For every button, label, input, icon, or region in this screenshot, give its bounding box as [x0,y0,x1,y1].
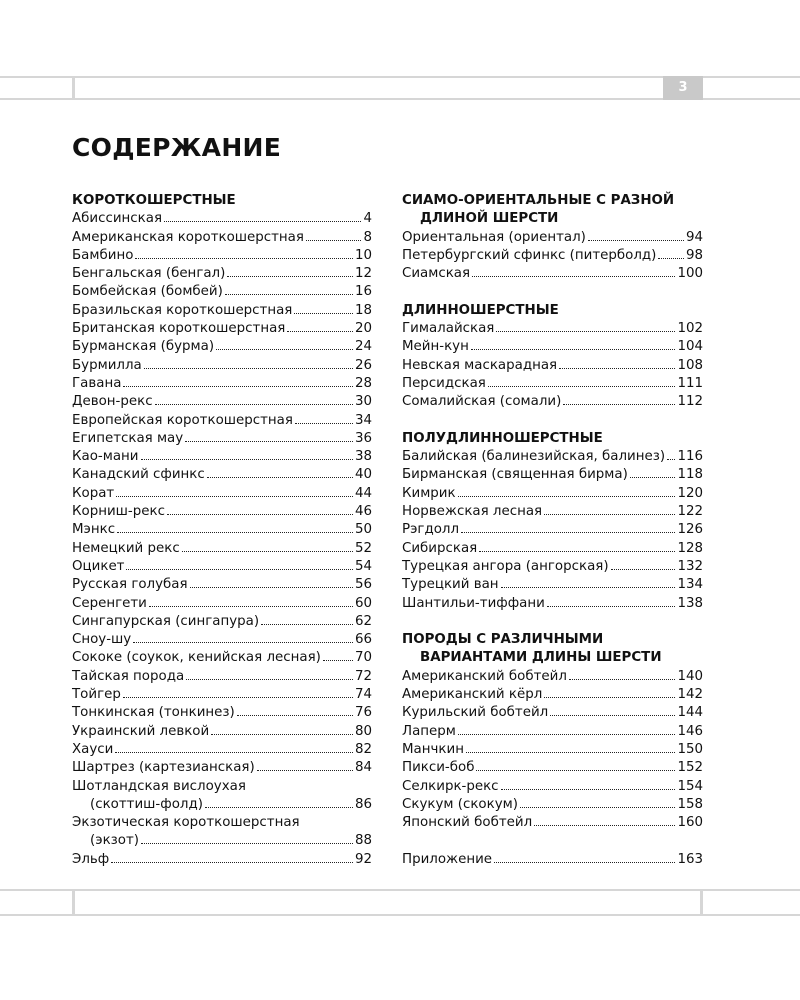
dot-leader [237,715,353,716]
toc-entry-label: Бирманская (священная бирма) [402,467,628,483]
toc-entry-label: Кимрик [402,485,456,501]
toc-entry[interactable] [72,778,372,796]
section-spacer [402,283,703,301]
toc-entry[interactable] [402,686,703,704]
toc-entry-page: 12 [354,266,372,282]
toc-entry-label: Бомбейская (бомбей) [72,284,223,300]
toc-entry-label: Као-мани [72,449,139,465]
toc-entry[interactable] [72,412,372,430]
toc-entry[interactable] [72,247,372,265]
toc-entry[interactable] [402,723,703,741]
toc-entry-label: Скукум (скокум) [402,796,518,812]
toc-entry[interactable] [72,320,372,338]
section-title-longhair: ДЛИННОШЕРСТНЫЕ [402,302,559,318]
dot-leader [227,276,353,277]
toc-entry-page: 18 [354,302,372,318]
dot-leader [141,459,353,460]
toc-entry-label: Бразильская короткошерстная [72,302,293,318]
toc-entry-label: Селкирк-рекс [402,778,499,794]
dot-leader [466,752,675,753]
toc-entry[interactable] [402,375,703,393]
toc-entry-page: 86 [354,796,372,812]
toc-entry-label: Норвежская лесная [402,504,543,520]
dot-leader [471,349,676,350]
toc-entry-label: Немецкий рекс [72,540,180,556]
toc-entry-page: 158 [677,796,703,812]
toc-entry-label: Рэгдолл [402,522,460,538]
toc-entry-label: Балийская (балинезийская, балинез) [402,449,666,465]
toc-entry-page: 100 [677,266,703,282]
toc-entry-page: 160 [677,815,703,831]
toc-entry[interactable] [72,723,372,741]
toc-entry-page: 122 [677,504,703,520]
toc-entry-page: 72 [354,668,372,684]
toc-entry-page: 60 [354,595,372,611]
toc-entry[interactable] [72,393,372,411]
toc-entry-label: Сиамская [402,266,471,282]
footer-band [0,889,800,916]
dot-leader [123,386,353,387]
toc-entry-label: Приложение [402,851,493,867]
dot-leader [544,697,675,698]
toc-entry-page: 92 [354,851,372,867]
toc-entry-page: 144 [677,705,703,721]
dot-leader [295,423,353,424]
dot-leader [287,331,353,332]
toc-entry-label: Европейская короткошерстная [72,412,293,428]
toc-entry-label: Эльф [72,851,110,867]
toc-entry[interactable] [72,686,372,704]
dot-leader [144,368,353,369]
toc-entry[interactable] [72,265,372,283]
toc-entry-label: Британская короткошерстная [72,321,286,337]
toc-entry-page: 38 [354,449,372,465]
dot-leader [476,770,675,771]
dot-leader [225,294,353,295]
dot-leader [611,569,676,570]
section-spacer [402,412,703,430]
toc-entry-page: 4 [363,211,372,227]
dot-leader [123,697,353,698]
toc-entry-label: Лаперм [402,723,456,739]
dot-leader [458,734,676,735]
toc-entry[interactable] [72,649,372,667]
toc-list-shorthair [72,210,372,777]
dot-leader [111,862,353,863]
toc-entry-label: Бурманская (бурма) [72,339,215,355]
toc-column-left [72,192,372,869]
toc-entry[interactable] [72,668,372,686]
toc-entry-page: 112 [677,394,703,410]
dot-leader [547,606,676,607]
dot-leader [501,789,676,790]
toc-entry-page: 62 [354,613,372,629]
dot-leader [534,825,675,826]
toc-entry-label: Невская маскарадная [402,357,558,373]
toc-entry-label: Бенгальская (бенгал) [72,266,226,282]
dot-leader [117,532,353,533]
toc-entry-label: Японский бобтейл [402,815,533,831]
dot-leader [211,734,353,735]
toc-entry-label: Американский кёрл [402,687,543,703]
toc-entry-page: 134 [677,577,703,593]
toc-entry[interactable] [402,393,703,411]
toc-entry-label: Американская короткошерстная [72,229,304,245]
toc-entry-page: 8 [363,229,372,245]
toc-entry[interactable] [72,503,372,521]
toc-entry-label: Сомалийская (сомали) [402,394,562,410]
dot-leader [544,514,675,515]
toc-entry-page: 70 [354,650,372,666]
toc-entry-label: Курильский бобтейл [402,705,549,721]
toc-entry-label: Корат [72,485,115,501]
dot-leader [588,240,684,241]
toc-entry[interactable] [402,521,703,539]
toc-entry-label: Ориентальная (ориентал) [402,229,586,245]
toc-entry-page: 56 [354,577,372,593]
toc-entry-label: Шартрез (картезианская) [72,760,255,776]
toc-entry-page: 88 [354,833,372,849]
toc-entry[interactable] [72,558,372,576]
page-number-badge: 3 [663,76,703,100]
toc-entry[interactable] [72,210,372,228]
toc-entry-page: 120 [677,485,703,501]
toc-entry[interactable] [72,357,372,375]
toc-entry-page: 20 [354,321,372,337]
dot-leader [559,368,675,369]
toc-entry-page: 140 [677,668,703,684]
toc-entry-page: 142 [677,687,703,703]
section-title-semi-longhair: ПОЛУДЛИННОШЕРСТНЫЕ [402,430,603,446]
toc-entry-page: 80 [354,723,372,739]
toc-entry[interactable] [72,851,372,869]
toc-entry[interactable] [72,302,372,320]
dot-leader [116,496,353,497]
section-title-line: ДЛИНОЙ ШЕРСТИ [420,211,559,227]
toc-entry-page: 36 [354,430,372,446]
dot-leader [323,660,353,661]
toc-entry-page: 74 [354,687,372,703]
toc-entry[interactable] [402,558,703,576]
toc-entry-page: 46 [354,504,372,520]
toc-entry[interactable] [402,595,703,613]
toc-entry[interactable] [402,503,703,521]
section-title-siamese-oriental [402,192,703,229]
dot-leader [667,459,675,460]
toc-entry-label: Гималайская [402,321,495,337]
toc-entry-page: 111 [677,375,703,391]
section-spacer [402,832,703,850]
toc-entry-page: 116 [677,449,703,465]
toc-entry[interactable] [72,613,372,631]
toc-entry-page: 126 [677,522,703,538]
toc-entry[interactable] [72,283,372,301]
toc-entry[interactable] [72,375,372,393]
dot-leader [458,496,676,497]
toc-entry-label: Сноу-шу [72,632,132,648]
toc-entry[interactable] [72,595,372,613]
toc-entry-page: 128 [677,540,703,556]
dot-leader [149,606,353,607]
toc-entry[interactable] [402,814,703,832]
toc-entry-label: Сингапурская (сингапура) [72,613,260,629]
dot-leader [294,313,353,314]
section-title-line: ВАРИАНТАМИ ДЛИНЫ ШЕРСТИ [420,650,662,666]
dot-leader [630,477,676,478]
dot-leader [126,569,352,570]
toc-entry-label: Петербургский сфинкс (питерболд) [402,247,657,263]
dot-leader [164,221,361,222]
section-title-line: СИАМО-ОРИЕНТАЛЬНЫЕ С РАЗНОЙ [402,193,675,208]
dot-leader [257,770,353,771]
toc-entry-label: Русская голубая [72,577,188,593]
toc-entry[interactable] [72,576,372,594]
toc-entry-page: 76 [354,705,372,721]
dot-leader [182,551,353,552]
dot-leader [472,276,675,277]
toc-entry[interactable] [402,466,703,484]
toc-entry-page: 152 [677,760,703,776]
toc-entry[interactable] [72,338,372,356]
toc-entry[interactable] [402,320,703,338]
toc-entry[interactable] [402,229,703,247]
toc-entry-page: 150 [677,741,703,757]
dot-leader [133,642,353,643]
toc-entry[interactable] [402,448,703,466]
toc-entry-label: Персидская [402,375,486,391]
dot-leader [488,386,676,387]
toc-entry-label: Хауси [72,741,114,757]
toc-entry[interactable] [72,540,372,558]
toc-entry-label: Канадский сфинкс [72,467,205,483]
toc-entry[interactable] [72,631,372,649]
toc-entry-page: 40 [354,467,372,483]
toc-entry-page: 28 [354,375,372,391]
toc-entry-label: Тайская порода [72,668,185,684]
toc-entry-label: Абиссинская [72,211,163,227]
toc-entry[interactable] [72,741,372,759]
dot-leader [190,587,353,588]
toc-entry-page: 146 [677,723,703,739]
toc-entry-page: 10 [354,247,372,263]
toc-entry-page: 154 [677,778,703,794]
dot-leader [135,258,353,259]
toc-entry[interactable] [72,521,372,539]
toc-entry-page: 104 [677,339,703,355]
toc-entry-label: Бамбино [72,247,134,263]
toc-entry-appendix[interactable] [402,851,703,869]
toc-entry-label: Мэнкс [72,522,116,538]
dot-leader [563,404,675,405]
toc-entry-page: 34 [354,412,372,428]
toc-entry[interactable] [402,741,703,759]
toc-entry-label: Украинский левкой [72,723,210,739]
toc-entry-label: Бурмилла [72,357,142,373]
toc-entry-label: Американский бобтейл [402,668,567,684]
toc-entry[interactable] [72,430,372,448]
toc-entry-page: 98 [685,247,703,263]
toc-entry-label: Корниш-рекс [72,504,165,520]
header-divider [72,78,75,98]
toc-entry-page: 16 [354,284,372,300]
toc-list-semi-longhair [402,448,703,613]
toc-entry-label: Манчкин [402,741,464,757]
toc-entry-page: 138 [677,595,703,611]
toc-entry-page: 50 [354,522,372,538]
dot-leader [569,679,676,680]
toc-entry[interactable] [402,485,703,503]
toc-list-longhair [402,320,703,411]
toc-entry-label: (экзот) [90,833,139,849]
toc-entry[interactable] [402,668,703,686]
page-title: СОДЕРЖАНИЕ [72,133,282,162]
toc-entry[interactable] [402,338,703,356]
dot-leader [520,807,675,808]
toc-entry-page: 66 [354,632,372,648]
toc-entry-continuation[interactable] [72,832,372,850]
toc-entry-label: Шотландская вислоухая [72,778,246,794]
toc-entry-label: Турецкий ван [402,577,499,593]
dot-leader [141,843,353,844]
toc-entry-label: Пикси-боб [402,760,475,776]
toc-entry-page: 30 [354,394,372,410]
toc-entry-page: 132 [677,558,703,574]
section-title-line: ПОРОДЫ С РАЗЛИЧНЫМИ [402,632,604,648]
toc-entry[interactable] [402,704,703,722]
toc-list-siamese-oriental [402,229,703,284]
dot-leader [461,532,675,533]
toc-entry[interactable] [72,448,372,466]
toc-entry[interactable] [402,540,703,558]
dot-leader [167,514,353,515]
toc-entry[interactable] [72,759,372,777]
dot-leader [186,679,353,680]
section-spacer [402,613,703,631]
toc-entry-page: 163 [677,851,703,867]
toc-entry-label: Серенгети [72,595,147,611]
toc-entry-page: 102 [677,321,703,337]
section-title-shorthair: КОРОТКОШЕРСТНЫЕ [72,193,236,208]
toc-entry-label: Оцикет [72,558,125,574]
dot-leader [216,349,353,350]
section-title-various-length [402,631,703,668]
toc-entry-page: 84 [354,760,372,776]
toc-entry[interactable] [72,704,372,722]
dot-leader [155,404,353,405]
footer-divider [72,891,75,914]
toc-entry[interactable] [402,247,703,265]
dot-leader [496,331,675,332]
toc-entry-label: Сибирская [402,540,478,556]
toc-column-right [402,192,703,869]
toc-entry-page: 108 [677,357,703,373]
toc-entry-label: Девон-рекс [72,394,153,410]
dot-leader [501,587,676,588]
toc-entry-label: Экзотическая короткошерстная [72,815,300,831]
dot-leader [479,551,675,552]
dot-leader [306,240,362,241]
toc-entry-page: 118 [677,467,703,483]
toc-entry-label: Сококе (соукок, кенийская лесная) [72,650,321,666]
toc-entry-label: Шантильи-тиффани [402,595,545,611]
toc-entry-page: 44 [354,485,372,501]
toc-entry-page: 82 [354,741,372,757]
toc-entry-label: Египетская мау [72,430,184,446]
dot-leader [261,624,353,625]
toc-entry[interactable] [402,357,703,375]
dot-leader [205,807,353,808]
toc-entry-page: 52 [354,540,372,556]
toc-entry-label: Мейн-кун [402,339,469,355]
toc-entry-label: (скоттиш-фолд) [90,796,203,812]
toc-entry[interactable] [72,814,372,832]
footer-divider [700,891,703,914]
toc-entry-page: 26 [354,357,372,373]
toc-list-various-length [402,668,703,833]
toc-entry-page: 54 [354,558,372,574]
toc-entry-label: Тойгер [72,687,121,703]
toc-entry-label: Турецкая ангора (ангорская) [402,558,609,574]
toc-entry[interactable] [72,466,372,484]
dot-leader [494,862,675,863]
toc-entry[interactable] [402,576,703,594]
toc-entry-label: Тонкинская (тонкинез) [72,705,235,721]
toc-entry-continuation[interactable] [72,796,372,814]
toc-entry[interactable] [402,759,703,777]
toc-entry[interactable] [402,265,703,283]
toc-entry-label: Гавана [72,375,122,391]
toc-entry[interactable] [72,485,372,503]
dot-leader [550,715,675,716]
toc-entry[interactable] [402,796,703,814]
dot-leader [185,441,353,442]
dot-leader [115,752,353,753]
toc-entry-page: 94 [685,229,703,245]
dot-leader [207,477,353,478]
toc-entry[interactable] [402,778,703,796]
toc-entry-page: 24 [354,339,372,355]
dot-leader [658,258,684,259]
toc-entry[interactable] [72,229,372,247]
